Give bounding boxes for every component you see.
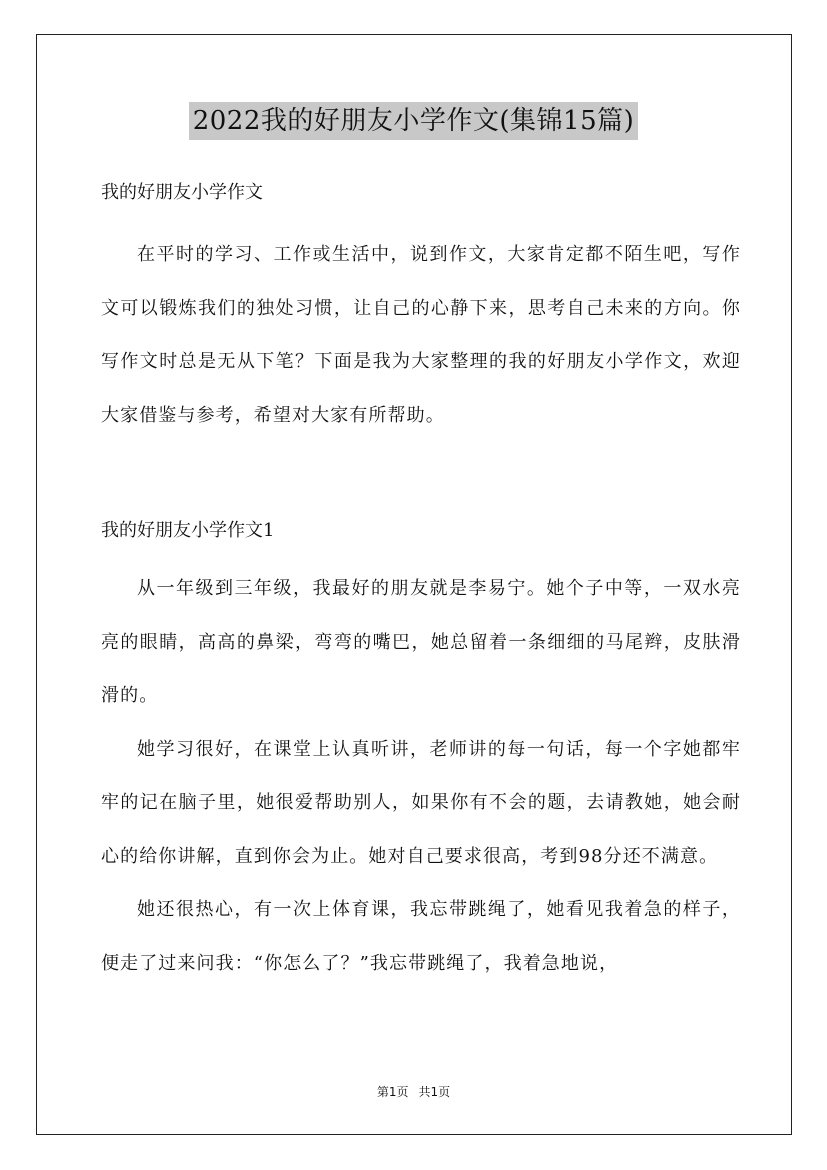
page-number: 第1页 (376, 1085, 409, 1099)
document-title: 2022我的好朋友小学作文(集锦15篇) (189, 102, 639, 140)
essay-paragraph-1: 从一年级到三年级，我最好的朋友就是李易宁。她个子中等，一双水亮亮的眼睛，高高的鼻梁，弯弯的嘴巴，她总留着一条细细的马尾辫，皮肤滑滑的。 (101, 578, 741, 706)
title-wrap (0, 102, 827, 140)
section-heading: 我的好朋友小学作文 (101, 182, 263, 203)
essay-heading: 我的好朋友小学作文1 (101, 520, 275, 541)
essay-paragraph-3: 她还很热心，有一次上体育课，我忘带跳绳了，她看见我着急的样子，便走了过来问我：“你怎么了？”我忘带跳绳了，我着急地说， (101, 899, 741, 974)
document-body (101, 176, 741, 990)
page-total: 共1页 (418, 1085, 451, 1099)
essay-paragraph-2: 她学习很好，在课堂上认真听讲，老师讲的每一句话，每一个字她都牢牢的记在脑子里，她很爱帮助别人，如果你有不会的题，去请教她，她会耐心的给你讲解，直到你会为止。她对自己要求很高，考到98分还不满意。 (101, 738, 741, 867)
intro-paragraph: 在平时的学习、工作或生活中，说到作文，大家肯定都不陌生吧，写作文可以锻炼我们的独处习惯，让自己的心静下来，思考自己未来的方向。你写作文时总是无从下笔？下面是我为大家整理的我的好朋友小学作文，欢迎大家借鉴与参考，希望对大家有所帮助。 (101, 244, 741, 426)
page-footer (0, 1084, 827, 1100)
